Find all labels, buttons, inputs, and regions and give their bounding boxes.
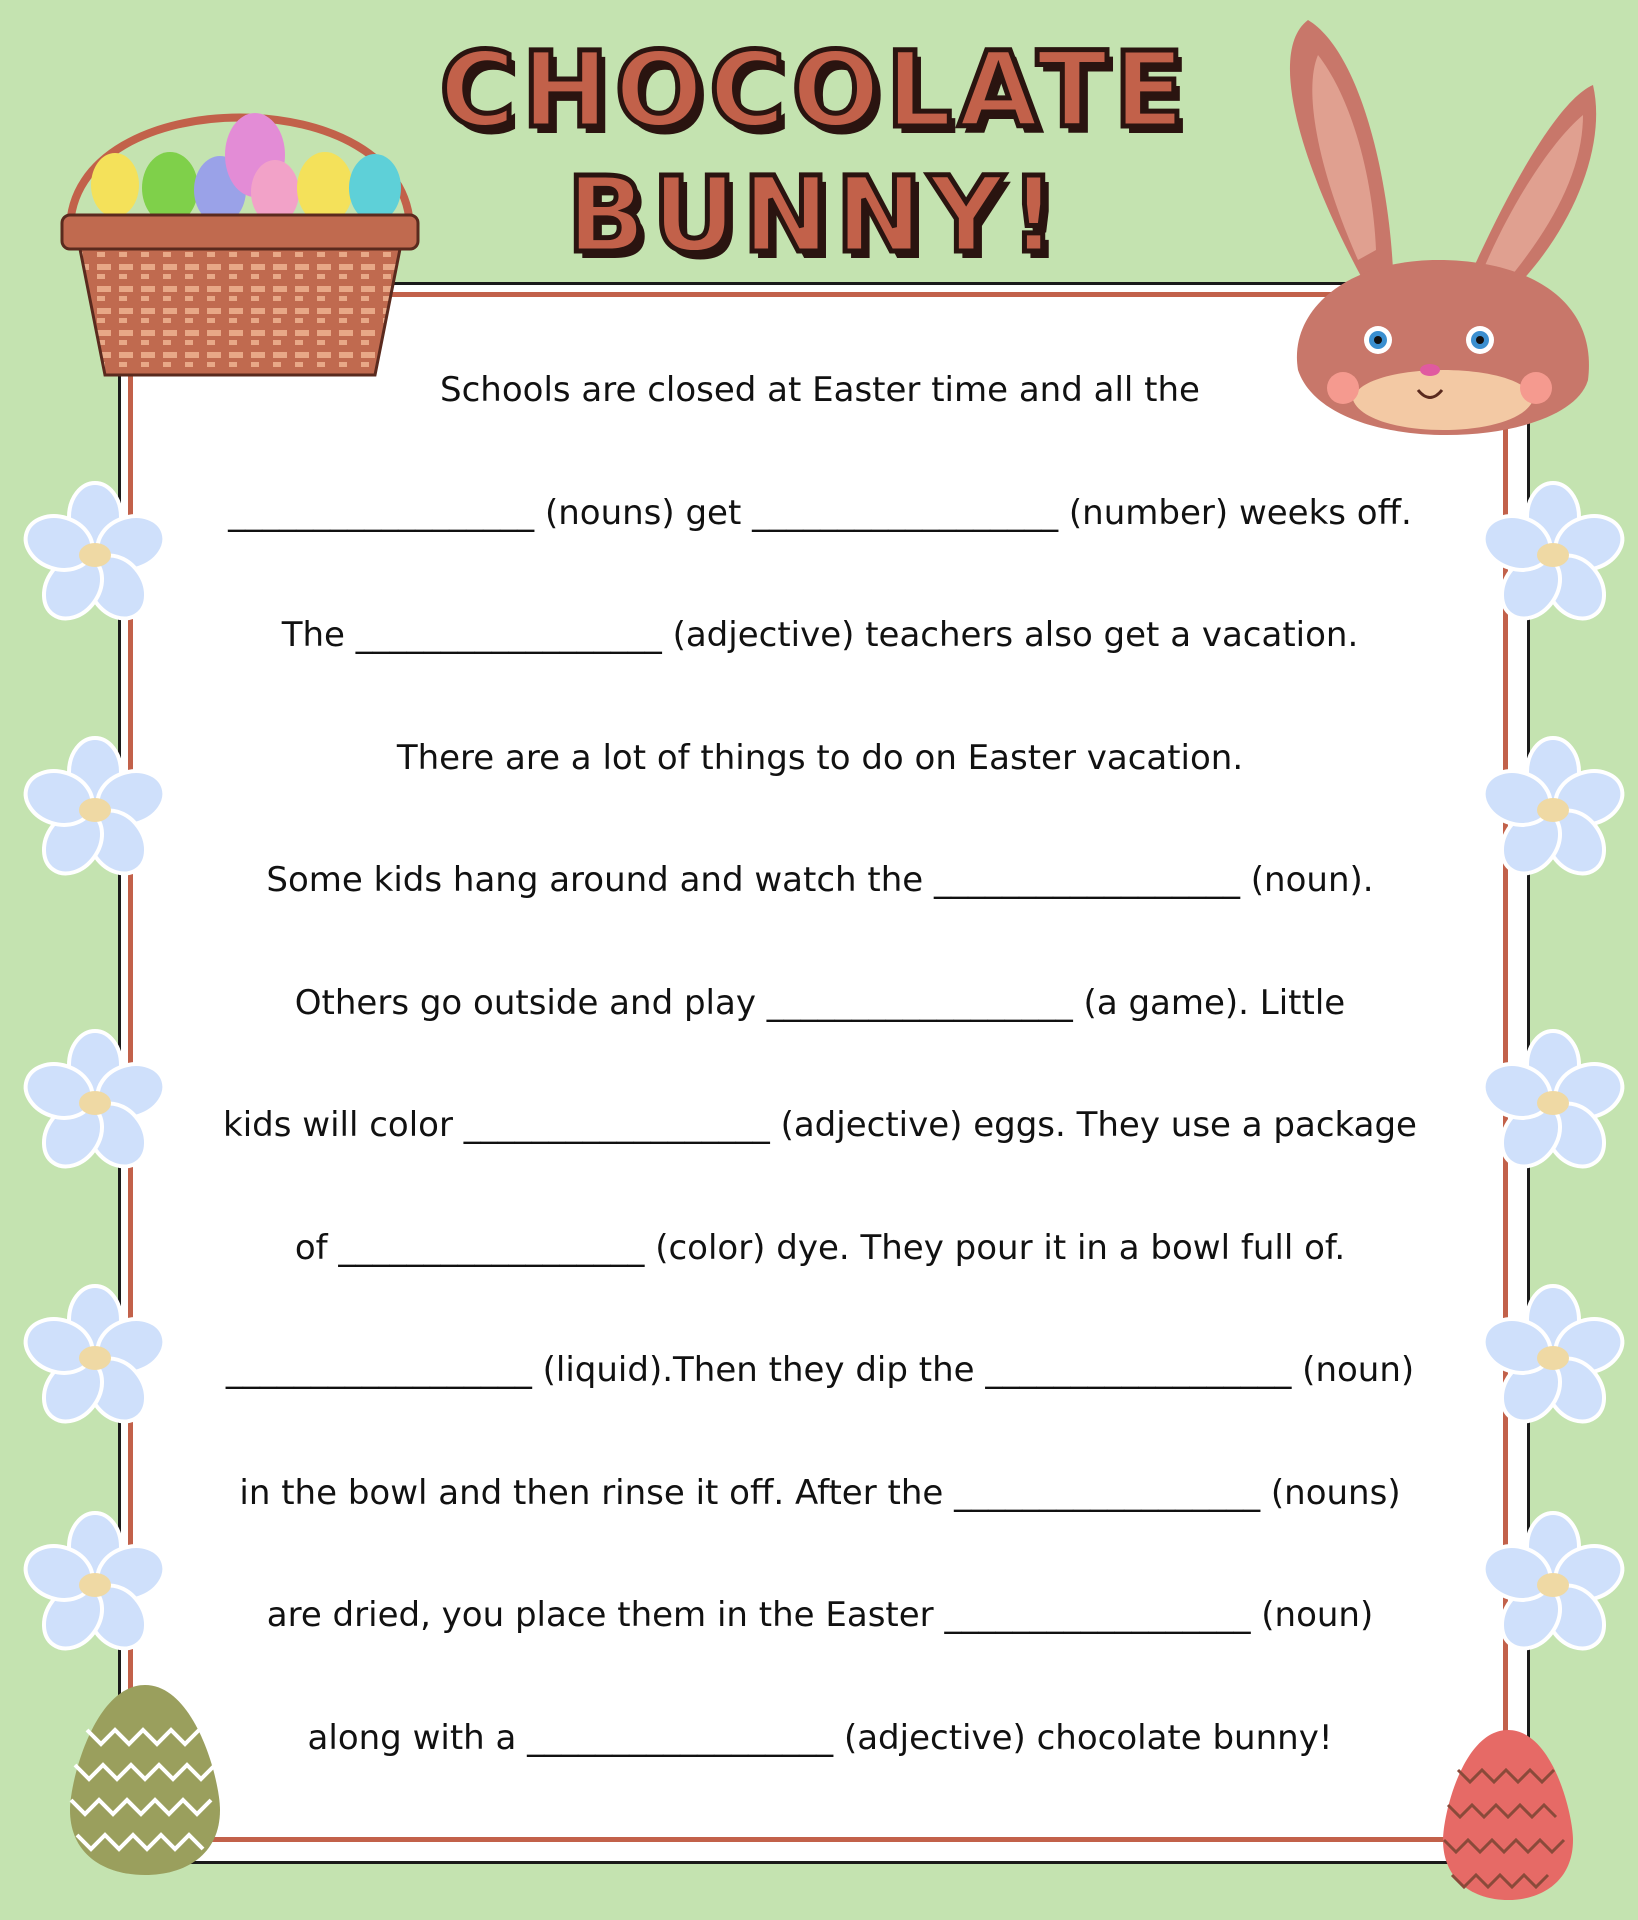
zigzag-red-egg-icon: [1438, 1725, 1578, 1905]
story-line: of __________________ (color) dye. They pour it in a bowl full of.: [294, 1227, 1346, 1268]
title-line-1: CHOCOLATE: [439, 29, 1191, 151]
blue-flower-icon: [20, 480, 170, 630]
bunny-head-icon: [1268, 10, 1628, 450]
blue-flower-icon: [1478, 480, 1628, 630]
easter-basket-icon: [50, 40, 430, 390]
blue-flower-icon: [20, 1510, 170, 1660]
blue-flower-icon: [1478, 1028, 1628, 1178]
story-line: There are a lot of things to do on Easter vacation.: [396, 737, 1244, 778]
zigzag-olive-egg-icon: [65, 1680, 225, 1880]
story-line: are dried, you place them in the Easter __________________ (noun): [266, 1595, 1374, 1635]
blue-flower-icon: [20, 735, 170, 885]
blue-flower-icon: [20, 1028, 170, 1178]
story-line: __________________ (liquid).Then they dip the __________________ (noun): [225, 1350, 1415, 1390]
blue-flower-icon: [1478, 735, 1628, 885]
blue-flower-icon: [1478, 1283, 1628, 1433]
story-line: kids will color __________________ (adjective) eggs. They use a package: [223, 1105, 1417, 1145]
story-line: in the bowl and then rinse it off. After the __________________ (nouns): [239, 1472, 1401, 1513]
story-line: along with a __________________ (adjective) chocolate bunny!: [307, 1717, 1333, 1758]
story-line: __________________ (nouns) get __________________ (number) weeks off.: [228, 492, 1412, 533]
story-line: Schools are closed at Easter time and all the: [440, 370, 1200, 410]
story-line: Some kids hang around and watch the __________________ (noun).: [266, 860, 1374, 900]
blue-flower-icon: [20, 1283, 170, 1433]
blue-flower-icon: [1478, 1510, 1628, 1660]
story-text: [140, 360, 1500, 1830]
story-line: Others go outside and play __________________ (a game). Little: [294, 982, 1346, 1023]
title-line-2: BUNNY!: [566, 154, 1064, 276]
story-line: The __________________ (adjective) teachers also get a vacation.: [281, 615, 1359, 655]
